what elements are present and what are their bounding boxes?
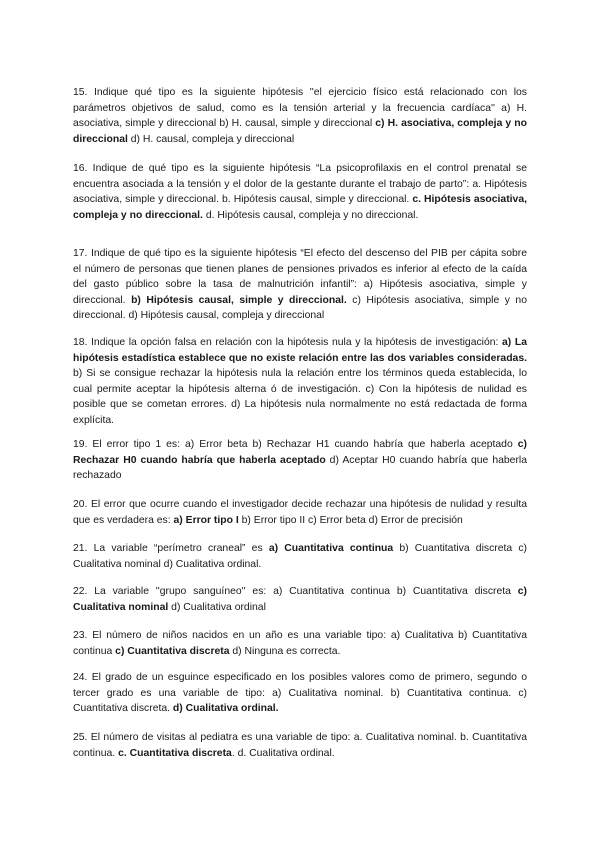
question-text: d) Cualitativa ordinal [168, 601, 266, 613]
correct-answer: c. Hipótesis asociativa, compleja y no direccional. [73, 194, 527, 221]
question-16 [73, 161, 527, 223]
question-text: 16. Indique de qué tipo es la siguiente hipótesis “La psicoprofilaxis en el control prenatal se encuentra asociada a la tensión y el dolor de la gestante durante el trabajo de parto”: a. Hipótesis asociativa, simple y direccional. b. Hipótesis causal, simple y direccional. [73, 163, 527, 206]
question-text: 22. La variable ''grupo sanguíneo'' es: a) Cuantitativa continua b) Cuantitativa discreta [73, 586, 518, 597]
question-23 [73, 628, 527, 659]
question-text: d) Ninguna es correcta. [229, 645, 341, 657]
question-24 [73, 670, 527, 717]
correct-answer: a) Error tipo I [173, 514, 239, 526]
question-text: 18. Indique la opción falsa en relación con la hipótesis nula y la hipótesis de investigación: [73, 337, 503, 348]
question-text: 17. Indique de qué tipo es la siguiente hipótesis “El efecto del descenso del PIB per cápita sobre el número de personas que tienen planes de pensiones privados es inferior al efecto de la caída del gasto público sobre la tasa de malnutrición infantil”: a) Hipótesis asociativa, simple y direccional. [73, 248, 527, 306]
question-text: b) Error tipo II c) Error beta d) Error de precisión [238, 514, 463, 526]
question-text: 25. El número de visitas al pediatra es una variable de tipo: a. Cualitativa nominal. b. Cuantitativa continua. [73, 732, 527, 759]
question-25 [73, 730, 527, 761]
question-19 [73, 437, 527, 484]
question-20 [73, 497, 527, 528]
correct-answer: c) H. asociativa, compleja y no direccional [73, 118, 527, 145]
question-text: 19. El error tipo 1 es: a) Error beta b) Rechazar H1 cuando habría que haberla aceptado [73, 439, 518, 450]
question-17 [73, 246, 527, 324]
question-text: c) Hipótesis asociativa, simple y no direccional. d) Hipótesis causal, compleja y direccional [73, 294, 527, 322]
question-text: b) Cuantitativa discreta c) Cualitativa nominal d) Cualitativa ordinal. [73, 543, 528, 570]
correct-answer: c) Cuantitativa discreta [115, 645, 230, 657]
correct-answer: c) Cualitativa nominal [73, 586, 527, 613]
question-text: d) Aceptar H0 cuando habría que haberla rechazado [73, 454, 527, 482]
question-text: 23. El número de niños nacidos en un año es una variable tipo: a) Cualitativa b) Cuantitativa continua [73, 630, 527, 657]
correct-answer: a) Cuantitativa continua [268, 543, 394, 554]
question-text: b) Si se consigue rechazar la hipótesis nula la relación entre los términos queda establecida, lo cual permite aceptar la hipótesis alterna ó de investigación. c) Con la hipótesis de nulidad es posible que se cometan errores. d) La hipótesis nula normalmente no está redactada de forma explícita. [73, 368, 527, 426]
question-22 [73, 584, 527, 615]
question-15 [73, 85, 527, 147]
correct-answer: b) Hipótesis causal, simple y direccional. [131, 294, 347, 306]
question-text: . d. Cualitativa ordinal. [231, 747, 335, 759]
correct-answer: d) Cualitativa ordinal. [172, 703, 279, 715]
correct-answer: a) La hipótesis estadística establece que no existe relación entre las dos variables consideradas. [73, 337, 527, 364]
question-18 [73, 335, 527, 429]
question-text: 21. La variable “perímetro craneal” es [73, 543, 269, 554]
correct-answer: c. Cuantitativa discreta [118, 747, 232, 759]
question-text: d) H. causal, compleja y direccional [127, 133, 295, 145]
question-text: d. Hipótesis causal, compleja y no direccional. [202, 209, 419, 221]
question-text: 15. Indique qué tipo es la siguiente hipótesis ''el ejercicio físico está relacionado con los parámetros objetivos de salud, como es la tensión arterial y la frecuencia cardíaca'' a) H. asociativa, simple y direccional b) H. causal, simple y direccional [73, 87, 527, 130]
question-21 [73, 541, 527, 572]
question-text: 20. El error que ocurre cuando el investigador decide rechazar una hipótesis de nulidad y resulta que es verdadera es: [73, 499, 527, 526]
correct-answer: c) Rechazar H0 cuando habría que haberla aceptado [73, 439, 527, 466]
question-text: 24. El grado de un esguince especificado en los posibles valores como de primero, segundo o tercer grado es una variable de tipo: a) Cualitativa nominal. b) Cuantitativa continua. c) Cuantitativa discreta. [73, 672, 527, 715]
